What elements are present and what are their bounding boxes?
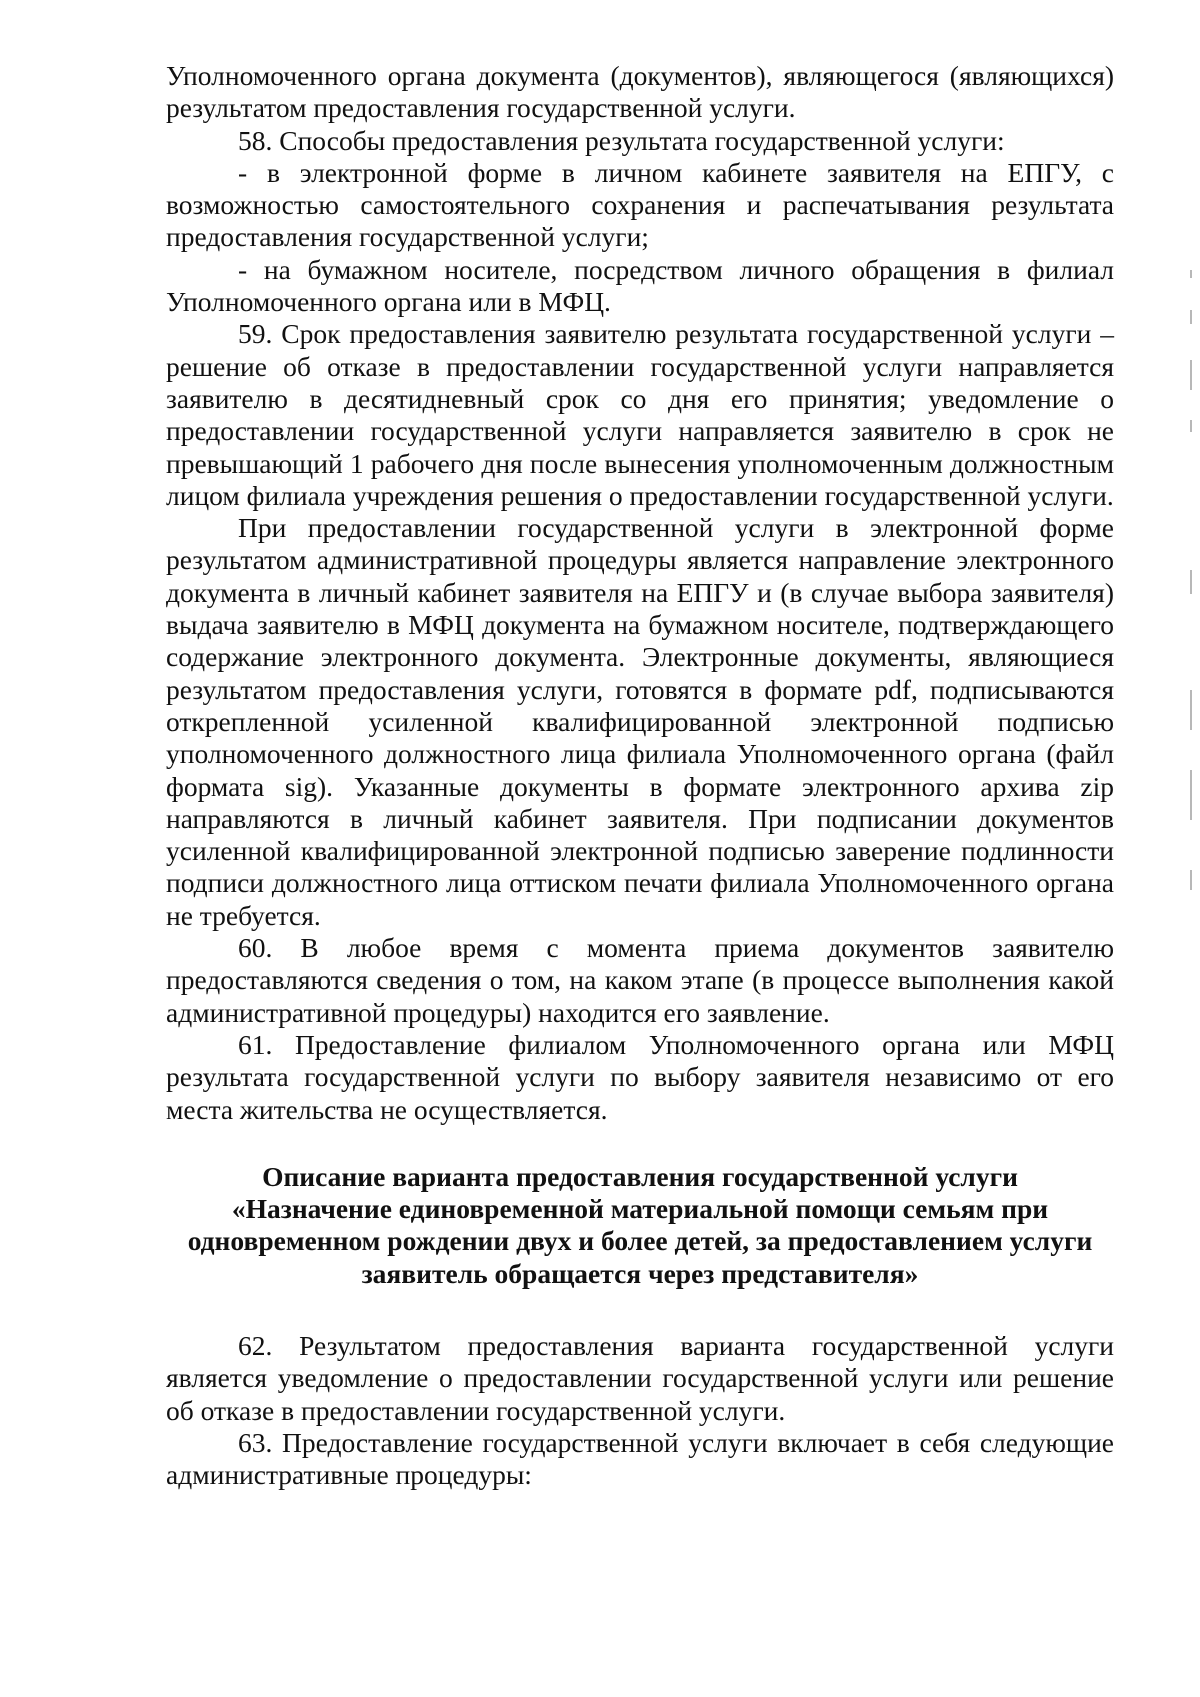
scan-margin-marks (1190, 270, 1194, 930)
scan-mark (1190, 360, 1192, 390)
paragraph-58-item-electronic: - в электронной форме в личном кабинете заявителя на ЕПГУ, с возможностью самостоятельного сохранения и распечатывания результата предоставления государственной услуги; (166, 156, 1114, 253)
paragraph-58: 58. Способы предоставления результата государственной услуги: (238, 124, 1005, 156)
heading-line: одновременном рождении двух и более детей, за предоставлением услуги (187, 1225, 1093, 1257)
heading-line: Описание варианта предоставления государственной услуги (262, 1160, 1018, 1192)
paragraph-59-electronic-result: При предоставлении государственной услуги в электронной форме результатом административной процедуры является направление электронного документа в личный кабинет заявителя на ЕПГУ и (в случае выбора заявителя) выдача заявителю в МФЦ документа на бумажном носителе, подтверждающего содержание электронного документа. Электронные документы, являющиеся результатом предоставления услуги, готовятся в формате pdf, подписываются открепленной усиленной квалифицированной электронной подписью уполномоченного должностного лица филиала Уполномоченного органа (файл формата sig). Указанные документы в формате электронного архива zip направляются в личный кабинет заявителя. При подписании документов усиленной квалифицированной электронной подписью заверение подлинности подписи должностного лица оттиском печати филиала Уполномоченного органа не требуется. (166, 512, 1114, 931)
paragraph-62: 62. Результатом предоставления варианта государственной услуги является уведомление о предоставлении государственной услуги или решение об отказе в предоставлении государственной услуги. (166, 1329, 1114, 1426)
section-heading (166, 1161, 1114, 1290)
heading-line: заявитель обращается через представителя» (361, 1257, 919, 1289)
paragraph-61: 61. Предоставление филиалом Уполномоченного органа или МФЦ результата государственной услуги по выбору заявителя независимо от его места жительства не осуществляется. (166, 1028, 1114, 1125)
spacer (166, 1290, 1114, 1330)
scan-mark (1190, 570, 1192, 594)
scan-mark (1190, 870, 1192, 890)
paragraph-continuation: Уполномоченного органа документа (документов), являющегося (являющихся) результатом предоставления государственной услуги. (166, 60, 1114, 124)
paragraph-58-item-paper: - на бумажном носителе, посредством личного обращения в филиал Уполномоченного органа или в МФЦ. (166, 253, 1114, 318)
spacer (166, 1126, 1114, 1161)
scan-mark (1190, 420, 1192, 432)
scan-mark (1190, 770, 1192, 820)
paragraph-59: 59. Срок предоставления заявителю результата государственной услуги – решение об отказе в предоставлении государственной услуги направляется заявителю в десятидневный срок со дня его принятия; уведомление о предоставлении государственной услуги направляется заявителю в срок не превышающий 1 рабочего дня после вынесения уполномоченным должностным лицом филиала учреждения решения о предоставлении государственной услуги. (166, 318, 1114, 511)
scan-mark (1190, 270, 1192, 278)
scan-mark (1190, 310, 1192, 324)
scan-mark (1190, 690, 1192, 730)
paragraph-63: 63. Предоставление государственной услуги включает в себя следующие административные процедуры: (166, 1426, 1114, 1491)
heading-line: «Назначение единовременной материальной помощи семьям при (231, 1193, 1049, 1225)
paragraph-60: 60. В любое время с момента приема документов заявителю предоставляются сведения о том, на каком этапе (в процессе выполнения какой административной процедуры) находится его заявление. (166, 932, 1114, 1028)
document-page (166, 60, 1114, 1491)
